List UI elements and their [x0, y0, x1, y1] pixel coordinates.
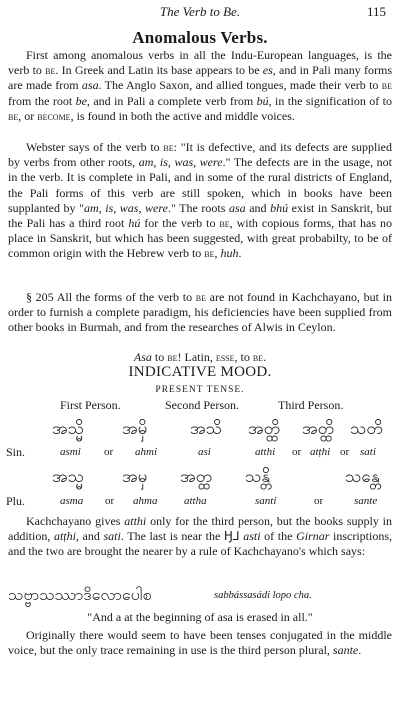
roman-word: atṭhi	[310, 446, 331, 458]
paragraph-3: § 205 All the forms of the verb to be are not found in Kachchayano, but in order to furnish a complete paradigm, his deficiencies have been supplied from other books in Burmah, and from the researches of Alwis in Ceylon.	[8, 290, 393, 335]
rule-line	[0, 584, 400, 608]
plural-row	[0, 466, 400, 514]
roman-word: asma	[60, 495, 84, 507]
asa-line: Asa to be! Latin, esse, to be.	[133, 350, 267, 364]
roman-word: attha	[184, 495, 207, 507]
paragraph-5: Originally there would seem to have been tenses conjugated in the middle voice, but the only trace remaining in use is the third person plural, sante.	[8, 628, 392, 658]
paragraph-2: Webster says of the verb to be: "It is defective, and its defects are supplied by verbs from other roots, am, is, was, were." The defects are in the usage, not in the verb. It is complete in Pali, and in some of the rural districts of England, the Pali forms of this verb are still spoken, which in books have been supplanted by "am, is, was, were." The roots asa and bhú exist in Sanskrit, but the Pali has a third root hú for the verb to be, with copious forms, that has no place in Sanskrit, but which has been suggested, with great probabilty, to be of common origin with the Hebrew verb to be, huh.	[8, 140, 393, 261]
singular-row	[0, 418, 400, 466]
tense-heading: PRESENT TENSE.	[155, 385, 245, 395]
or-word: or	[340, 446, 350, 458]
burmese-word: အသိ	[190, 419, 223, 439]
roman-word: asi	[198, 446, 211, 458]
running-title: The Verb to Be.	[159, 4, 241, 19]
roman-word: sante	[354, 495, 378, 507]
burmese-word: အမှ	[122, 467, 148, 487]
row-label: Plu.	[6, 494, 26, 508]
roman-word: santi	[255, 495, 277, 507]
third-person-label: Third Person.	[278, 398, 344, 412]
roman-word: ahmi	[135, 446, 157, 458]
burmese-word: သန္တေ	[345, 467, 380, 487]
roman-word: sati	[360, 446, 376, 458]
row-label: Sin.	[6, 445, 26, 459]
running-header	[0, 4, 400, 20]
burmese-word: အသ္မိ	[52, 419, 85, 439]
first-person-label: First Person.	[60, 398, 121, 412]
burmese-word: အမှိ	[122, 419, 148, 439]
rule-burmese: သဗ္ဗာသဿာဒိလောပေါစ	[8, 585, 152, 604]
or-word: or	[292, 446, 302, 458]
burmese-word: အသ္မ	[52, 467, 85, 487]
roman-word: ahma	[133, 495, 158, 507]
burmese-word: သတိ	[350, 419, 383, 439]
second-person-label: Second Person.	[165, 398, 239, 412]
section-heading: Anomalous Verbs.	[132, 28, 268, 47]
roman-word: atthi	[255, 446, 276, 458]
inscription-glyph: Ӈ⅃	[223, 529, 240, 544]
or-word: or	[314, 495, 324, 507]
quote-line: "And a at the beginning of asa is erased in all."	[87, 610, 313, 624]
paragraph-1: First among anomalous verbs in all the Indu-European languages, is the verb to be. In Greek and Latin its base appears to be es, and in Pali many forms are made from asa. The Anglo Saxon, and allied tongues, made their verb to be from the root be, and in Pali a complete verb from bú, in the signification of to be, or become, is found in both the active and middle voices.	[8, 48, 392, 123]
roman-word: asmi	[60, 446, 81, 458]
rule-roman: sabbássasádi lopo cha.	[214, 590, 312, 601]
burmese-word: အတ္ထိ	[248, 419, 281, 439]
page-number: 115	[366, 4, 386, 19]
paragraph-4: Kachchayano gives atthi only for the third person, but the books supply in addition, atṭhi, and sati. The last is near the Ӈ⅃ asti of the Girnar inscriptions, and the two are brought the nearer by a rule of Kachchayano's which says:	[8, 514, 393, 559]
burmese-word: သန္တိ	[245, 467, 271, 487]
or-word: or	[104, 446, 114, 458]
burmese-word: အတ္ထ	[180, 467, 213, 487]
burmese-word: အတ္ထိ	[302, 419, 335, 439]
person-headers	[0, 398, 400, 414]
mood-heading: INDICATIVE MOOD.	[128, 364, 272, 380]
or-word: or	[105, 495, 115, 507]
